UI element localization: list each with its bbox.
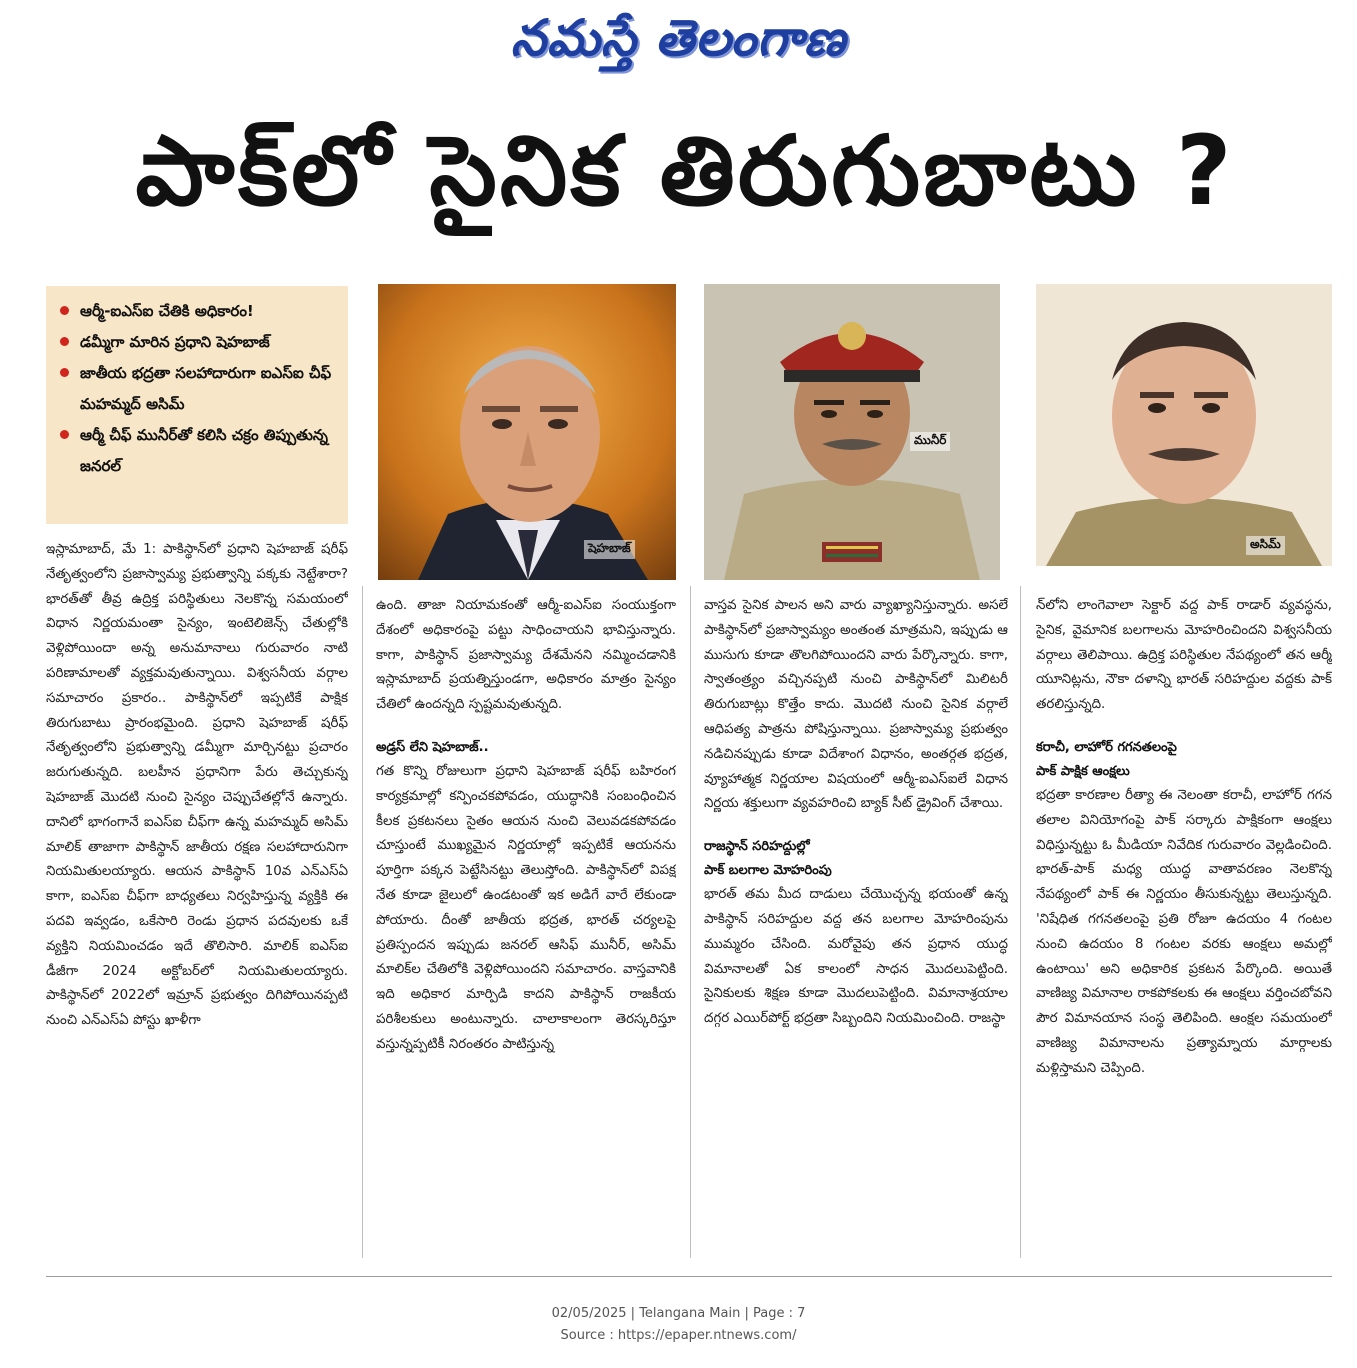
article-paragraph: భారత్ తమ మీద దాడులు చేయొచ్చన్న భయంతో ఉన్న పాకిస్థాన్ సరిహద్దుల వద్ద తన బలగాల మోహరింపును ముమ్మరం చేసింది. మరోవైపు తన ప్రధాన యుద్ధ విమానాలతో ఏక కాలంలో సాధన మొదలుపెట్టింది. సైనికులకు శిక్షణ కూడా మొదలుపెట్టింది. విమానాశ్రయాల దగ్గర ఎయిర్‌పోర్ట్ భద్రతా సిబ్బందిని నియమించింది. రాజస్థా <box>704 887 1008 1027</box>
section-subhead: రాజస్థాన్ సరిహద్దుల్లో <box>704 839 810 855</box>
highlight-item <box>58 296 338 327</box>
bullet-icon <box>60 306 69 315</box>
spacer <box>1036 718 1332 736</box>
highlight-item <box>58 358 338 420</box>
footer-date-line: 02/05/2025 | Telangana Main | Page : 7 <box>551 1306 806 1321</box>
footer-divider <box>46 1276 1332 1277</box>
article-paragraph: భద్రతా కారణాల రీత్యా ఈ నెలంతా కరాచీ, లాహోర్ గగన తలాల వినియోగంపై పాక్ సర్కారు పాక్షికంగా ఆంక్షలు విధిస్తున్నట్టు ఓ మీడియా నివేదిక గురువారం వెల్లడించింది. భారత్-పాక్ మధ్య యుద్ధ వాతావరణం నెలకొన్న నేపథ్యంలో పాక్ ఈ నిర్ణయం తీసుకున్నట్టు తెలుస్తున్నది. 'నిషేధిత గగనతలంపై ప్రతి రోజూ ఉదయం 4 గంటల నుంచి ఉదయం 8 గంటల వరకు ఆంక్షలు అమల్లో ఉంటాయి' అని అధికారిక ప్రకటన పేర్కొంది. అయితే వాణిజ్య విమానాల రాకపోకలకు ఈ ఆంక్షలు వర్తించబోవని పౌర విమానయాన సంస్థ తెలిపింది. ఆంక్షల సమయంలో వాణిజ్య విమానాలను ప్రత్యామ్నాయ మార్గాలకు మళ్లిస్తామని చెప్పింది. <box>1036 787 1332 1076</box>
column-divider <box>362 586 363 1258</box>
section-subhead: పాక్ పాక్షిక ఆంక్షలు <box>1036 763 1130 779</box>
bullet-icon <box>60 337 69 346</box>
photo-caption: షెహబాజ్ <box>584 540 635 559</box>
portrait-munir <box>704 284 1000 580</box>
article-column-2 <box>376 594 676 1260</box>
article-paragraph: గత కొన్ని రోజులుగా ప్రధాని షెహబాజ్ షరీఫ్ బహిరంగ కార్యక్రమాల్లో కన్పించకపోవడం, యుద్ధానికి సంబంధించిన కీలక ప్రకటనలు సైతం ఆయన నుంచి వెలువడకపోవడం చూస్తుంటే ముఖ్యమైన నిర్ణయాల్లో ఇప్పటికే ఆయనను పూర్తిగా పక్కన పెట్టేసినట్టు తెలుస్తోంది. పాకిస్థాన్‌లో విపక్ష నేత కూడా జైలులో ఉండటంతో ఇక అడిగే వారే లేకుండా పోయారు. దీంతో జాతీయ భద్రత, భారత్ చర్యలపై ప్రతిస్పందన ఇప్పుడు జనరల్ ఆసిఫ్ మునీర్, అసిమ్ మాలిక్‌ల చేతిలోకి వెళ్లిపోయిందని సమాచారం. వాస్తవానికి ఇది అధికార మార్పిడి కాదని పాకిస్థాన్ రాజకీయ పరిశీలకులు అంటున్నారు. చాలాకాలంగా తెరస్కరిస్తూ వస్తున్నప్పటికీ నిరంతరం పాటిస్తున్న <box>376 763 676 1052</box>
photo-caption: మునీర్ <box>910 432 950 451</box>
column-divider <box>690 586 691 1258</box>
highlights-box <box>46 286 348 524</box>
article-paragraph: వాస్తవ సైనిక పాలన అని వారు వ్యాఖ్యానిస్తున్నారు. అసలే పాకిస్థాన్‌లో ప్రజాస్వామ్యం అంతంత మాత్రమని, ఇప్పుడు ఆ ముసుగు కూడా తొలగిపోయిందని వారు పేర్కొన్నారు. కాగా, స్వాతంత్ర్యం వచ్చినప్పటి నుంచి పాకిస్థాన్‌లో మిలిటరీ తిరుగుబాట్లు కొత్తేం కాదు. మొదటి నుంచి సైనిక వర్గాలే ఆధిపత్య పాత్రను పోషిస్తున్నాయి. ప్రజాస్వామ్య ప్రభుత్వం నడిచినప్పుడు కూడా విదేశాంగ విధానం, అంతర్గత భద్రత, వ్యూహాత్మక నిర్ణయాల విషయంలో ఆర్మీ-ఐఎస్ఐలే విధాన నిర్ణయ శక్తులుగా వ్యవహరించి బ్యాక్ సీట్ డ్రైవింగ్ చేశాయి. <box>704 598 1008 812</box>
section-subhead: కరాచీ, లాహోర్ గగనతలంపై <box>1036 739 1177 755</box>
footer-source-line: Source : https://epaper.ntnews.com/ <box>560 1328 797 1343</box>
highlight-item <box>58 420 338 482</box>
highlight-text: జాతీయ భద్రతా సలహాదారుగా ఐఎస్‌ఐ చీఫ్ మహమ్మద్ అసిమ్ <box>80 364 332 413</box>
section-subhead: పాక్ బలగాల మోహరింపు <box>704 863 832 879</box>
portrait-shehbaz <box>378 284 676 580</box>
article-column-1 <box>46 538 348 1260</box>
spacer <box>376 718 676 736</box>
photo-asim <box>1036 284 1332 566</box>
article-column-3 <box>704 594 1008 1260</box>
portrait-asim <box>1036 284 1332 566</box>
bullet-icon <box>60 430 69 439</box>
highlight-text: డమ్మీగా మారిన ప్రధాని షెహబాజ్ <box>80 333 270 351</box>
headline: పాక్‌లో సైనిక తిరుగుబాటు ? <box>135 115 1235 227</box>
article-paragraph: న్‌లోని లాంగెవాలా సెక్టార్ వద్ద పాక్ రాడార్ వ్యవస్థను, సైనిక, వైమానిక బలగాలను మోహరించిందని విశ్వసనీయ వర్గాలు తెలిపాయి. ఉద్రిక్త పరిస్థితుల నేపథ్యంలో తన ఆర్మీ యూనిట్లను, నౌకా దళాన్ని భారత్ సరిహద్దుల వద్దకు పాక్ తరలిస్తున్నది. <box>1036 598 1332 713</box>
masthead-title: నమస్తే తెలంగాణ <box>510 8 847 67</box>
highlight-item <box>58 327 338 358</box>
photo-shehbaz <box>378 284 676 580</box>
spacer <box>704 817 1008 835</box>
highlight-text: ఆర్మీ-ఐఎస్‌ఐ చేతికి అధికారం! <box>80 302 254 320</box>
highlight-text: ఆర్మీ చీఫ్ మునీర్‌తో కలిసి చక్రం తిప్పుతున్న జనరల్ <box>80 426 328 475</box>
photo-munir <box>704 284 1000 580</box>
section-subhead: అడ్రస్ లేని షెహబాజ్.. <box>376 739 489 755</box>
article-paragraph: ఇస్లామాబాద్, మే 1: పాకిస్థాన్‌లో ప్రధాని షెహబాజ్ షరీఫ్ నేతృత్వంలోని ప్రజాస్వామ్య ప్రభుత్వాన్ని పక్కకు నెట్టేశారా? భారత్‌తో తీవ్ర ఉద్రిక్త పరిస్థితులు నెలకొన్న సమయంలో విధాన నిర్ణయమంతా సైన్యం, ఇంటెలిజెన్స్ చేతుల్లోకి వెళ్లిపోయిందా అన్న అనుమానాలు గురువారం నాటి పరిణామాలతో వ్యక్తమవుతున్నాయి. విశ్వసనీయ వర్గాల సమాచారం ప్రకారం.. పాకిస్థాన్‌లో ఇప్పటికే పాక్షిక తిరుగుబాటు ప్రారంభమైంది. ప్రధాని షెహబాజ్ షరీఫ్ నేతృత్వంలోని ప్రభుత్వాన్ని డమ్మీగా మార్చినట్టు ప్రచారం జరుగుతున్నది. బలహీన ప్రధానిగా పేరు తెచ్చుకున్న షెహబాజ్ మొదటి నుంచి సైన్యం చెప్పుచేతల్లోనే ఉన్నారు. దానిలో భాగంగానే ఐఎస్‌ఐ చీఫ్‌గా ఉన్న మహమ్మద్ అసిమ్ మాలిక్ తాజాగా పాకిస్థాన్ జాతీయ రక్షణ సలహాదారునిగా నియమితులయ్యారు. ఆయన పాకిస్థాన్ 10వ ఎన్ఎస్ఏ కాగా, ఐఎస్ఐ చీఫ్‌గా బాధ్యతలు నిర్వహిస్తున్న వ్యక్తికి ఈ పదవి ఇవ్వడం, ఒకేసారి రెండు ప్రధాన పదవులకు ఒకే వ్యక్తిని నియమించడం ఇదే తొలిసారి. మాలిక్ ఐఎస్ఐ డీజీగా 2024 అక్టోబర్‌లో నియమితులయ్యారు. పాకిస్థాన్‌లో 2022లో ఇమ్రాన్ ప్రభుత్వం దిగిపోయినప్పటి నుంచి ఎన్ఎస్ఏ పోస్టు ఖాళీగా <box>46 542 348 1029</box>
photo-caption: అసిమ్ <box>1246 536 1285 555</box>
article-paragraph: ఉంది. తాజా నియామకంతో ఆర్మీ-ఐఎస్ఐ సంయుక్తంగా దేశంలో అధికారంపై పట్టు సాధించాయని భావిస్తున్నారు. కాగా, పాకిస్థాన్ ప్రజాస్వామ్య దేశమేనని నమ్మించడానికి ఇస్లామాబాద్ ప్రయత్నిస్తుండగా, అధికారం మాత్రం సైన్యం చేతిలో ఉందన్నది స్పష్టమవుతున్నది. <box>376 598 676 713</box>
masthead <box>0 8 1357 80</box>
bullet-icon <box>60 368 69 377</box>
column-divider <box>1020 586 1021 1258</box>
article-column-4 <box>1036 594 1332 1260</box>
